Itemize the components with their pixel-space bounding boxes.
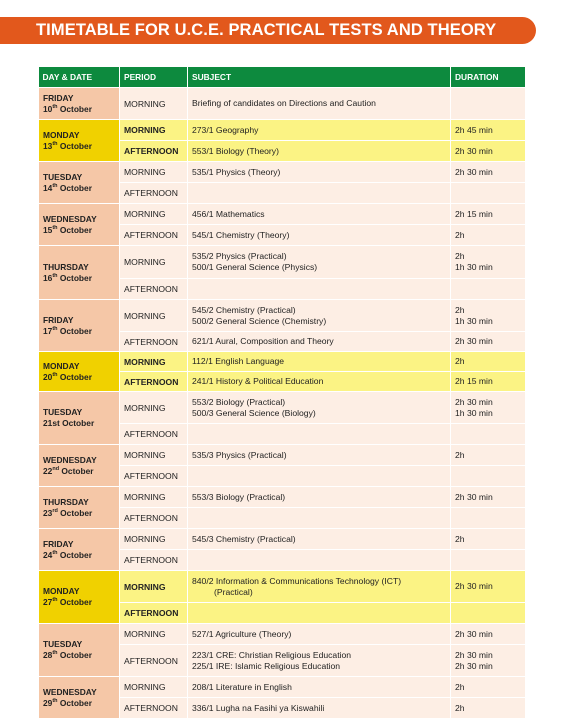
period-cell: MORNING xyxy=(120,88,188,120)
period-cell: MORNING xyxy=(120,529,188,550)
duration-line: 2h 30 min xyxy=(455,336,493,346)
table-row xyxy=(39,487,526,508)
table-row xyxy=(39,624,526,645)
subject-line: 241/1 History & Political Education xyxy=(192,376,324,386)
table-row xyxy=(39,204,526,225)
col-header-subject: SUBJECT xyxy=(188,67,451,88)
day-date-cell xyxy=(39,162,120,204)
subject-cell xyxy=(188,624,451,645)
date-month: October xyxy=(59,224,92,235)
date-suffix: th xyxy=(52,697,58,704)
table-row xyxy=(39,392,526,424)
date xyxy=(43,183,119,194)
subject-line: 112/1 English Language xyxy=(192,356,285,366)
date-suffix: th xyxy=(52,224,58,231)
subject-cell xyxy=(188,162,451,183)
subject-line: 553/2 Biology (Practical) xyxy=(192,396,286,407)
date-suffix: th xyxy=(52,140,58,147)
day-name: FRIDAY xyxy=(43,92,74,103)
subject-cell xyxy=(188,352,451,372)
col-header-day-date: DAY & DATE xyxy=(39,67,120,88)
day-date-cell xyxy=(39,300,120,352)
day-name: THURSDAY xyxy=(43,496,89,507)
subject-cell xyxy=(188,246,451,279)
duration-cell xyxy=(451,300,526,332)
table-row xyxy=(39,677,526,698)
duration-line: 1h 30 min xyxy=(455,315,493,326)
table-row xyxy=(39,300,526,332)
period-cell: MORNING xyxy=(120,445,188,466)
date-suffix: rd xyxy=(52,507,58,514)
subject-cell xyxy=(188,141,451,162)
subject-line: 535/2 Physics (Practical) xyxy=(192,251,287,261)
period-cell: AFTERNOON xyxy=(120,141,188,162)
subject-line: 527/1 Agriculture (Theory) xyxy=(192,628,292,639)
date xyxy=(43,141,119,152)
subject-cell xyxy=(188,677,451,698)
subject-cell xyxy=(188,332,451,352)
duration-cell xyxy=(451,645,526,677)
date-suffix: th xyxy=(52,325,58,332)
subject-cell xyxy=(188,424,451,445)
date-number: 22 xyxy=(43,465,53,476)
subject-cell xyxy=(188,529,451,550)
subject-cell xyxy=(188,204,451,225)
period-cell: AFTERNOON xyxy=(120,372,188,392)
period-cell: AFTERNOON xyxy=(120,332,188,352)
period-cell: MORNING xyxy=(120,392,188,424)
date-month: October xyxy=(59,371,92,382)
duration-line: 2h 30 min xyxy=(455,396,493,407)
table-row xyxy=(39,246,526,279)
subject-line: 500/3 General Science (Biology) xyxy=(192,407,316,418)
date xyxy=(43,466,119,477)
duration-cell xyxy=(451,677,526,698)
col-header-duration: DURATION xyxy=(451,67,526,88)
date-month: October xyxy=(62,418,95,428)
subject-line: 840/2 Information & Communications Technology (ICT) xyxy=(192,575,402,586)
date-month: October xyxy=(59,650,92,660)
date xyxy=(43,418,119,429)
duration-cell xyxy=(451,392,526,424)
period-cell: MORNING xyxy=(120,352,188,372)
day-name: WEDNESDAY xyxy=(43,686,97,697)
duration-cell xyxy=(451,424,526,445)
date-month: October xyxy=(59,697,92,708)
date-month: October xyxy=(59,103,92,114)
subject-cell xyxy=(188,392,451,424)
table-row xyxy=(39,88,526,120)
date-month: October xyxy=(59,182,92,193)
duration-cell xyxy=(451,372,526,392)
period-cell: AFTERNOON xyxy=(120,645,188,677)
duration-line: 2h 30 min xyxy=(455,649,493,660)
day-date-cell xyxy=(39,120,120,162)
page-title: TIMETABLE FOR U.C.E. PRACTICAL TESTS AND THEORY xyxy=(36,21,497,39)
subject-cell xyxy=(188,300,451,332)
subject-cell xyxy=(188,571,451,603)
duration-cell xyxy=(451,352,526,372)
subject-cell xyxy=(188,603,451,624)
duration-line: 2h 45 min xyxy=(455,124,493,135)
subject-cell xyxy=(188,550,451,571)
duration-line: 2h 30 min xyxy=(455,660,493,671)
date-suffix: th xyxy=(52,103,58,110)
day-date-cell xyxy=(39,571,120,624)
period-cell: AFTERNOON xyxy=(120,466,188,487)
date-month: October xyxy=(59,549,92,560)
date xyxy=(43,650,119,661)
duration-line: 2h xyxy=(455,356,465,366)
subject-line: Briefing of candidates on Directions and Caution xyxy=(192,98,376,108)
subject-cell xyxy=(188,487,451,508)
date-suffix: th xyxy=(52,549,58,556)
day-name: MONDAY xyxy=(43,129,80,140)
period-cell: MORNING xyxy=(120,120,188,141)
day-name: TUESDAY xyxy=(43,171,83,182)
period-cell: MORNING xyxy=(120,162,188,183)
day-date-cell xyxy=(39,392,120,445)
day-date-cell xyxy=(39,88,120,120)
timetable xyxy=(38,67,526,719)
subject-cell xyxy=(188,88,451,120)
date-number: 13 xyxy=(43,140,53,151)
duration-cell xyxy=(451,279,526,300)
date-number: 27 xyxy=(43,597,53,607)
duration-cell xyxy=(451,204,526,225)
day-name: MONDAY xyxy=(43,360,80,371)
duration-cell xyxy=(451,332,526,352)
subject-cell xyxy=(188,645,451,677)
day-name: WEDNESDAY xyxy=(43,213,97,224)
duration-cell xyxy=(451,183,526,204)
duration-cell xyxy=(451,508,526,529)
date-number: 14 xyxy=(43,182,53,193)
day-name: FRIDAY xyxy=(43,538,74,549)
date-suffix: th xyxy=(52,182,58,189)
date-number: 17 xyxy=(43,325,53,336)
duration-cell xyxy=(451,624,526,645)
date-number: 16 xyxy=(43,272,53,283)
duration-cell xyxy=(451,487,526,508)
date xyxy=(43,104,119,115)
period-cell: MORNING xyxy=(120,204,188,225)
duration-line: 2h 30 min xyxy=(455,166,493,177)
duration-line: 2h xyxy=(455,304,465,315)
subject-line: 500/1 General Science (Physics) xyxy=(192,262,318,272)
duration-line: 2h 30 min xyxy=(455,581,493,591)
day-name: FRIDAY xyxy=(43,314,74,325)
day-name: MONDAY xyxy=(43,586,80,596)
period-cell: AFTERNOON xyxy=(120,424,188,445)
subject-line: 553/3 Biology (Practical) xyxy=(192,491,286,502)
duration-line: 2h xyxy=(455,702,465,713)
subject-cell xyxy=(188,279,451,300)
date-number: 28 xyxy=(43,650,53,660)
date-month: October xyxy=(61,465,94,476)
duration-cell xyxy=(451,162,526,183)
table-row xyxy=(39,120,526,141)
subject-line: 500/2 General Science (Chemistry) xyxy=(192,315,327,326)
date xyxy=(43,597,119,608)
duration-line: 2h 15 min xyxy=(455,376,493,386)
subject-line: 223/1 CRE: Christian Religious Education xyxy=(192,649,352,660)
subject-cell xyxy=(188,445,451,466)
subject-cell xyxy=(188,466,451,487)
duration-cell xyxy=(451,120,526,141)
subject-line: (Practical) xyxy=(214,586,253,597)
date xyxy=(43,508,119,519)
subject-cell xyxy=(188,372,451,392)
date-suffix: th xyxy=(52,371,58,378)
day-name: TUESDAY xyxy=(43,407,83,417)
period-cell: MORNING xyxy=(120,677,188,698)
period-cell: MORNING xyxy=(120,624,188,645)
day-date-cell xyxy=(39,529,120,571)
table-row xyxy=(39,445,526,466)
day-date-cell xyxy=(39,246,120,300)
day-date-cell xyxy=(39,624,120,677)
duration-line: 1h 30 min xyxy=(455,407,493,418)
subject-line: 621/1 Aural, Composition and Theory xyxy=(192,336,334,346)
duration-line: 2h xyxy=(455,229,465,240)
duration-line: 2h xyxy=(455,449,465,460)
date-suffix: th xyxy=(52,597,58,604)
subject-line: 225/1 IRE: Islamic Religious Education xyxy=(192,660,341,671)
subject-line: 545/2 Chemistry (Practical) xyxy=(192,304,296,315)
date xyxy=(43,372,119,383)
subject-cell xyxy=(188,225,451,246)
duration-cell xyxy=(451,529,526,550)
duration-cell xyxy=(451,603,526,624)
col-header-period: PERIOD xyxy=(120,67,188,88)
date xyxy=(43,698,119,709)
day-date-cell xyxy=(39,445,120,487)
duration-line: 2h 30 min xyxy=(455,145,493,156)
period-cell: MORNING xyxy=(120,487,188,508)
duration-line: 2h xyxy=(455,681,465,692)
subject-line: 336/1 Lugha na Fasihi ya Kiswahili xyxy=(192,702,325,713)
period-cell: AFTERNOON xyxy=(120,279,188,300)
date-number: 15 xyxy=(43,224,53,235)
duration-line: 2h 15 min xyxy=(455,208,493,219)
subject-line: 535/3 Physics (Practical) xyxy=(192,449,287,460)
duration-cell xyxy=(451,88,526,120)
subject-line: 545/3 Chemistry (Practical) xyxy=(192,533,296,544)
duration-cell xyxy=(451,698,526,719)
date-suffix: th xyxy=(52,272,58,279)
table-row xyxy=(39,529,526,550)
day-name: THURSDAY xyxy=(43,261,89,272)
subject-line: 553/1 Biology (Theory) xyxy=(192,145,279,156)
period-cell: AFTERNOON xyxy=(120,183,188,204)
date-number: 20 xyxy=(43,371,53,382)
day-date-cell xyxy=(39,677,120,719)
date-month: October xyxy=(59,140,92,151)
duration-cell xyxy=(451,466,526,487)
day-date-cell xyxy=(39,352,120,392)
date-month: October xyxy=(59,272,92,283)
duration-cell xyxy=(451,225,526,246)
duration-line: 2h 30 min xyxy=(455,628,493,639)
duration-cell xyxy=(451,550,526,571)
timetable-body xyxy=(39,88,526,719)
subject-cell xyxy=(188,698,451,719)
period-cell: MORNING xyxy=(120,571,188,603)
period-cell: AFTERNOON xyxy=(120,603,188,624)
date-number: 21st xyxy=(43,418,60,428)
date-number: 23 xyxy=(43,507,53,518)
duration-cell xyxy=(451,246,526,279)
day-name: WEDNESDAY xyxy=(43,454,97,465)
date xyxy=(43,550,119,561)
period-cell: AFTERNOON xyxy=(120,508,188,529)
duration-line: 2h xyxy=(455,533,465,544)
date-number: 24 xyxy=(43,549,53,560)
duration-cell xyxy=(451,571,526,603)
date-month: October xyxy=(59,597,92,607)
period-cell: MORNING xyxy=(120,246,188,279)
period-cell: AFTERNOON xyxy=(120,225,188,246)
subject-line: 535/1 Physics (Theory) xyxy=(192,166,281,177)
date-month: October xyxy=(59,325,92,336)
subject-cell xyxy=(188,120,451,141)
header-row xyxy=(39,67,526,88)
date xyxy=(43,273,119,284)
period-cell: AFTERNOON xyxy=(120,550,188,571)
period-cell: MORNING xyxy=(120,300,188,332)
table-row xyxy=(39,162,526,183)
subject-cell xyxy=(188,508,451,529)
day-name: TUESDAY xyxy=(43,639,83,649)
duration-cell xyxy=(451,141,526,162)
subject-cell xyxy=(188,183,451,204)
duration-line: 2h xyxy=(455,251,465,261)
date-number: 10 xyxy=(43,103,53,114)
day-date-cell xyxy=(39,487,120,529)
duration-line: 1h 30 min xyxy=(455,262,493,272)
date-month: October xyxy=(60,507,93,518)
subject-line: 545/1 Chemistry (Theory) xyxy=(192,229,290,240)
date xyxy=(43,326,119,337)
title-banner xyxy=(0,17,536,44)
date-suffix: th xyxy=(52,650,58,657)
subject-line: 456/1 Mathematics xyxy=(192,208,265,219)
subject-line: 273/1 Geography xyxy=(192,124,259,135)
date-number: 29 xyxy=(43,697,53,708)
table-row xyxy=(39,571,526,603)
subject-line: 208/1 Literature in English xyxy=(192,681,292,692)
day-date-cell xyxy=(39,204,120,246)
table-row xyxy=(39,352,526,372)
date xyxy=(43,225,119,236)
duration-cell xyxy=(451,445,526,466)
duration-line: 2h 30 min xyxy=(455,491,493,502)
period-cell: AFTERNOON xyxy=(120,698,188,719)
date-suffix: nd xyxy=(52,465,60,472)
